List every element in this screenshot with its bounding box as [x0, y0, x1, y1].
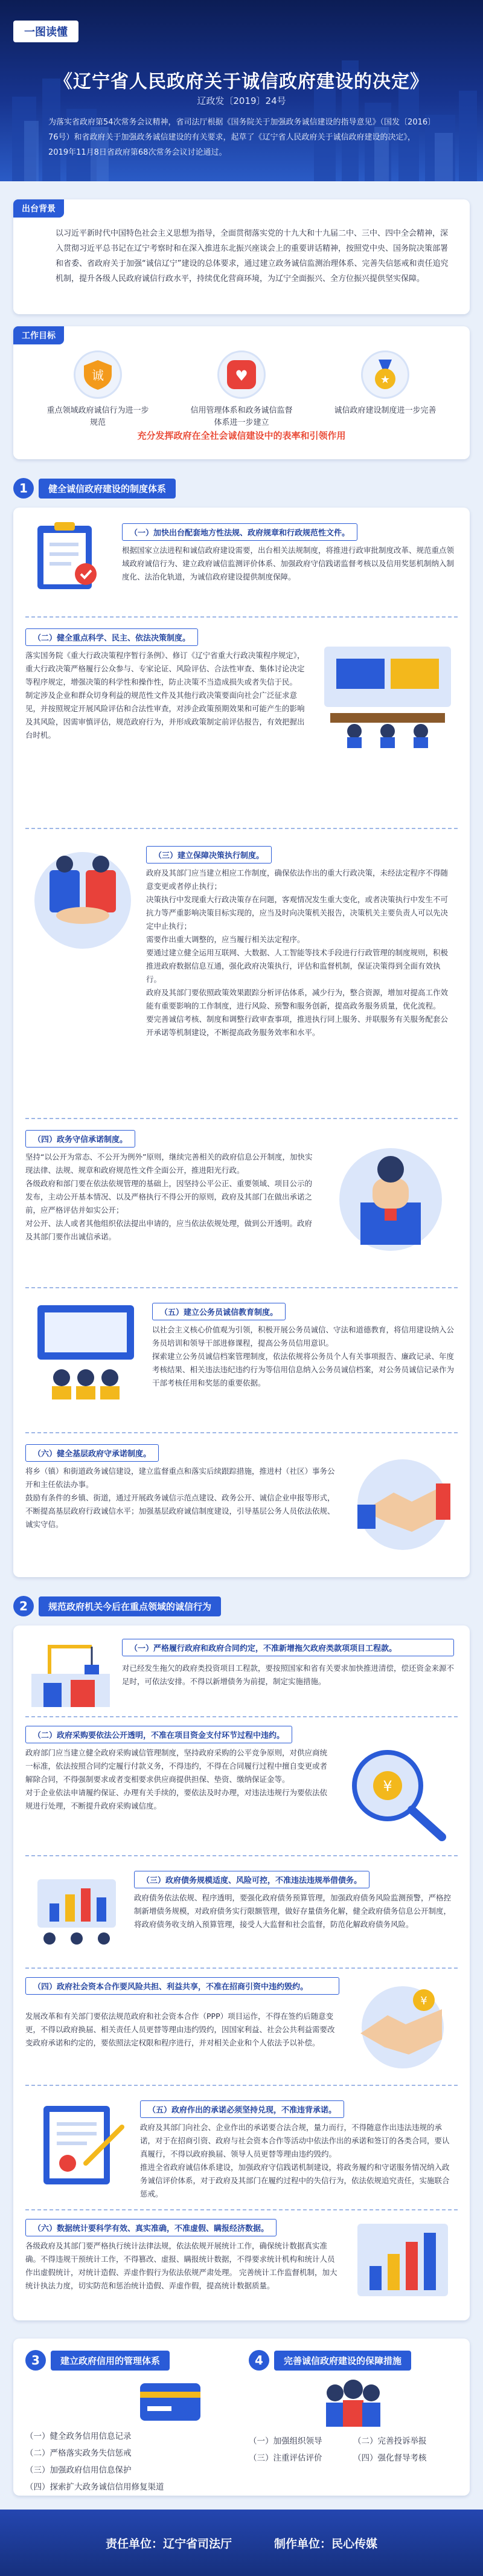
heart-icon: [217, 350, 266, 399]
part3-item-2: （二）严格落实政务失信惩戒: [25, 2448, 132, 2458]
part1-item2-body: 落实国务院《重大行政决策程序暂行条例》、修订《辽宁省重大行政决策程序规定》，重大行政决策严格履行公众参与、专家论证、风险评估、合法性审查、集体讨论决定等程序规定，增强决策的科学性和操作性，防止决策不当造成损失或者失信于民。 制定涉及企业和群众切身利益的规范性文件及其他行政决策要面向社会广泛征求意见，并按照规定开展风险评估和合法性审查，对涉企政策预期效果和可能产生的影响及其风险，因需审慎评估，规范政府行为，并形成政策制定前评估报告，有效把握出台时机。: [25, 651, 305, 740]
background-card: [13, 199, 470, 314]
people-chart-illustration: [25, 1867, 128, 1952]
part2-item4-head: （四）政府社会资本合作要风险共担、利益共享，不准在招商引资中违约毁约。: [25, 1977, 339, 1995]
part2-item2-head: （二）政府采购要依法公开透明，不准在项目资金支付环节过程中违约。: [25, 1726, 292, 1743]
handshake-icon: [351, 1450, 454, 1559]
part2-item6-head: （六）数据统计要科学有效、真实准确，不准虚假、瞒报经济数据。: [25, 2219, 277, 2236]
part1-item3-body: 政府及其部门应当建立相应工作制度，确保依法作出的重大行政决策，未经法定程序不得随意变更或者停止执行； 决策执行中发现重大行政决策存在问题，客观情况发生重大变化，或者决策执行中发生不可抗力等严重影响决策目标实现的，应当及时向决策机关报告，决策机关主要负责人可以先决定中止执行； 需要作出重大调整的，应当履行相关法定程序。 要通过建立健全运用互联网、大数据、人工智能等技术手段进行行政管理的制度规则，积极推进政府数据信息互通，强化政府决策执行，评估和监督机制，保证决策得到全面有效执行。 政府及其部门要依照政策效果跟踪分析评估体系，减少行为，整合资源，增加对提高工作效能有重要影响的工作制度，进行风险、预警和服务创新，提高政务服务质量，优化流程。 要完善诚信考核、制度和调整行政审查事项，推进执行同上服务、并联服务有关服务配套公开承诺等机制建设，不断提高政务服务效率和水平。: [146, 868, 449, 1037]
goal-2: [187, 350, 296, 429]
contract-illustration: [25, 2097, 134, 2193]
part2-item5-body: 政府及其部门向社会、企业作出的承诺要合法合规，量力而行，不得随意作出违法违规的承诺，对于在招商引资、政府与社会资本合作等活动中依法作出的承诺和签订的各类合同，要认真履行，不得以政府换届、领导人员更替等理由违约毁约。 推进全省政府诚信体系建设，加强政府守信践诺机制建设，将政务履约和守诺服务情况纳入政务诚信评价体系，对于政府及其部门在履约过程中的失信行为，依法依规追究责任，实施联合惩戒。: [140, 2123, 450, 2198]
handshake-money-illustration: [351, 1982, 454, 2073]
goals-summary: 充分发挥政府在全社会诚信建设中的表率和引领作用: [137, 430, 346, 441]
part2-item4-body: 发展改革和有关部门要依法规范政府和社会资本合作（PPP）项目运作，不得在签约后随意变更，不得以政府换届、相关责任人员更替等理由违约毁约，因国家利益、社会公共利益需要改变政府承诺和约定的，要依照法定权限和程序进行，并对相关企业和个人依法予以补偿。: [25, 2012, 335, 2047]
svg-text:★: ★: [380, 373, 391, 386]
team-illustration: [314, 2375, 392, 2429]
divider: [25, 1118, 458, 1119]
part4-title: 完善诚信政府建设的保障措施: [274, 2351, 411, 2371]
part4-item-4: （四）强化督导考核: [353, 2453, 427, 2463]
part3-item-4: （四）探索扩大政务诚信信用修复渠道: [25, 2482, 164, 2492]
part3-item-1: （一）健全政务信用信息记录: [25, 2432, 132, 2441]
part1-item4-head: （四）政务守信承诺制度。: [25, 1130, 135, 1148]
part1-item4-body: 坚持“以公开为常态、不公开为例外”原则，继续完善相关的政府信息公开制度，加快实现法律、法规、规章和政府规范性文件全面公开，推进阳光行政。 各级政府和部门要在依法依规管理的基础上，因坚持公平公正、重要领域、项目公示的发布，主动公开基本情况、以及严格执行不得公开的原则，政府及其部门在做出承诺之前，应严格评估并如实公开； 对公开、法人或者其他组织依法提出申请的，应当依法依规处理，做到公开透明。政府及其部门要作出诚信承诺。: [25, 1152, 313, 1241]
part1-item6-head: （六）健全基层政府守承诺制度。: [25, 1444, 159, 1462]
medal-icon: [361, 350, 409, 399]
magnifier-money-illustration: [339, 1740, 454, 1843]
construction-illustration: [25, 1638, 116, 1710]
part3-title: 建立政府信用的管理体系: [51, 2351, 170, 2371]
part1-item1-head: （一）加快出台配套地方性法规、政府规章和行政规范性文件。: [122, 523, 357, 541]
part2-item2-body: 政府部门应当建立健全政府采购诚信管理制度，坚持政府采购的公平竞争原则，对供应商统一标准，依法按照合同约定履行付款义务，不得违约，不得在合同履行过程中擅自变更或者解除合同，不得强制要求或者变相要求供应商提供担保、垫资、缴纳保证金等。 对于企业依法申请履约保证、办理有关手续的，要依法及时办理，对违法违规行为要依法依规进行处理，不断提升政府采购诚信度。: [25, 1748, 328, 1810]
part2-item3-body: 政府债务依法依规、程序透明，要强化政府债务预算管理，加强政府债务风险监测预警，严格控制新增债务规模，对政府债务实行限额管理，做好存量债务化解，健全政府债务信息公开制度，将政府债务收支纳入预算管理，接受人大监督和社会监督，防范化解政府债务风险。: [134, 1893, 452, 1929]
part4-item-3: （三）注重评估评价: [249, 2453, 322, 2463]
goals-card: [13, 326, 470, 459]
page-title: 《辽宁省人民政府关于诚信政府建设的决定》: [54, 71, 429, 92]
intro-text: 为落实省政府第54次常务会议精神，省司法厅根据《国务院关于加强政务诚信建设的指导意见》（国发〔2016〕76号）和省政府关于加强政务诚信建设的有关要求，起草了《辽宁省人民政府关于诚信政府建设的决定》，2019年11月8日省政府第68次常务会议讨论通过。: [48, 118, 432, 157]
part2-number: 2: [13, 1596, 34, 1616]
production-unit: 制作单位：民心传媒: [274, 2537, 378, 2551]
svg-text:诚: 诚: [92, 368, 104, 383]
part3-number: 3: [25, 2350, 46, 2371]
part2-header: [13, 1595, 221, 1617]
divider: [25, 2209, 458, 2210]
divider: [25, 2085, 458, 2086]
svg-text:¥: ¥: [383, 1778, 392, 1795]
divider: [25, 1968, 458, 1969]
goals-label: 工作目标: [13, 326, 64, 344]
background-text: 以习近平新时代中国特色社会主义思想为指导，全面贯彻落实党的十九大和十九届二中、三中、四中全会精神，深入贯彻习近平总书记在辽宁考察时和在深入推进东北振兴座谈会上的重要讲话精神，按照党中央、国务院决策部署和省委、省政府关于加强“诚信辽宁”建设的总体要求，通过建立政务诚信监测治理体系、完善失信惩戒和责任追究机制，提升各级人民政府诚信行政水平，持续优化营商环境，为辽宁全面振兴、全方位振兴提供坚实保障。: [56, 229, 449, 283]
header-tag: 一图读懂: [13, 21, 78, 42]
goal-1-label: 重点领域政府诚信行为进一步规范: [46, 406, 149, 427]
svg-text:♥: ♥: [235, 367, 248, 384]
part4-header: [249, 2349, 458, 2371]
integrity-icon: [74, 350, 122, 399]
part3-header: [25, 2349, 231, 2371]
part1-item5-head: （五）建立公务员诚信教育制度。: [152, 1303, 286, 1320]
part1-item3-head: （三）建立保障决策执行制度。: [146, 846, 272, 864]
goal-3-label: 诚信政府建设制度进一步完善: [334, 406, 437, 415]
clipboard-illustration: [25, 520, 110, 592]
part2-item1-body: 对已经发生拖欠的政府类投资项目工程款，要按照国家和省有关要求加快推进清偿，偿还资金来源不足时，可依法安排。不得以新增债务为前提，制定实施措施。: [122, 1664, 455, 1686]
part1-item6-body: 将乡（镇）和街道政务诚信建设，建立监督重点和落实后续跟踪措施，推进村（社区）事务公开和主任依法办事。 鼓励有条件的乡镇、街道，通过开展政务诚信示范点建设、政务公开、诚信企业申报等形式，不断提高基层政府行政诚信水平；加强基层政府诚信制度建设，引导基层公务人员依法依规、诚实守信。: [25, 1467, 335, 1529]
meeting-illustration: [318, 641, 457, 749]
credit-card-illustration: [134, 2377, 206, 2426]
part1-number: 1: [13, 478, 34, 499]
part2-item1-head: （一）严格履行政府和政府合同约定，不准新增拖欠政府类款项项目工程款。: [122, 1639, 454, 1656]
divider: [25, 1287, 458, 1288]
part4-number: 4: [249, 2350, 269, 2371]
part1-title: 健全诚信政府建设的制度体系: [39, 479, 176, 499]
part2-item5-head: （五）政府作出的承诺必须坚持兑现，不准违背承诺。: [140, 2100, 344, 2118]
part2-item3-head: （三）政府债务规模适度、风险可控，不准违法违规举借债务。: [134, 1871, 369, 1888]
part4-block: [249, 2349, 458, 2467]
footer: [0, 2510, 483, 2576]
data-chart-illustration: [351, 2218, 454, 2308]
part4-item-1: （一）加强组织领导: [249, 2436, 322, 2446]
part1-item1-body: 根据国家立法进程和诚信政府建设需要，出台相关法规制度，将推进行政审批制度改革、规范重点领域政府诚信行为、建立政府诚信监测评价体系、加强政府守信践诺监督考核以及信用奖惩机制纳入制度化、法治化轨道，为诚信政府建设提供制度保障。: [122, 546, 455, 581]
part4-item-2: （二）完善投诉举报: [353, 2436, 427, 2446]
goal-3: [331, 350, 440, 417]
part3-block: [25, 2349, 231, 2496]
part3-item-3: （三）加强政府信用信息保护: [25, 2465, 132, 2475]
part2-title: 规范政府机关今后在重点领域的诚信行为: [39, 1596, 221, 1616]
part2-card: [13, 1625, 470, 2320]
part2-item6-body: 各级政府及其部门要严格执行统计法律法规，依法依规开展统计工作，确保统计数据真实准确。不得违规干预统计工作，不得篡改、虚报、瞒报统计数据，不得要求统计机构和统计人员作出虚假统计，对统计造假、弄虚作假行为依法依规严肃处理。 完善统计工作监督机制，加大统计执法力度，切实防范和惩治统计造假、弄虚作假，提高统计数据质量。: [25, 2241, 337, 2290]
hero-banner: [0, 0, 483, 181]
background-label: 出台背景: [13, 199, 64, 218]
part1-header: [13, 477, 176, 499]
divider: [25, 828, 458, 829]
goal-2-label: 信用管理体系和政务诚信监督体系进一步建立: [190, 406, 293, 427]
part1-item5-body: 以社会主义核心价值观为引领，积极开展公务员诚信、守法和道德教育，将信用建设纳入公务员培训和领导干部进修课程，提高公务员信用意识。 探索建立公务员诚信档案管理制度，依法依规将公务员个人有关事项报告、廉政记录、年度考核结果、相关违法违纪违约行为等信用信息纳入公务员诚信档案，对公务员诚信记录作为干部考核任用和奖惩的重要依据。: [152, 1325, 455, 1387]
divider: [25, 1716, 458, 1717]
handshake-illustration: [25, 846, 140, 955]
divider: [25, 1432, 458, 1433]
document-number: 辽政发〔2019〕24号: [197, 95, 286, 106]
part1-item2-head: （二）健全重点科学、民主、依法决策制度。: [25, 628, 198, 646]
goal-1: [43, 350, 152, 429]
city-skyline-illustration: [0, 42, 483, 181]
speaker-illustration: [324, 1142, 457, 1257]
divider: [25, 1855, 458, 1856]
responsible-unit: 责任单位：辽宁省司法厅: [105, 2537, 232, 2551]
part1-card: [13, 508, 470, 1577]
svg-text:¥: ¥: [420, 1995, 427, 2007]
divider: [25, 616, 458, 618]
parts3-4-card: [13, 2339, 470, 2496]
classroom-illustration: [25, 1299, 146, 1402]
